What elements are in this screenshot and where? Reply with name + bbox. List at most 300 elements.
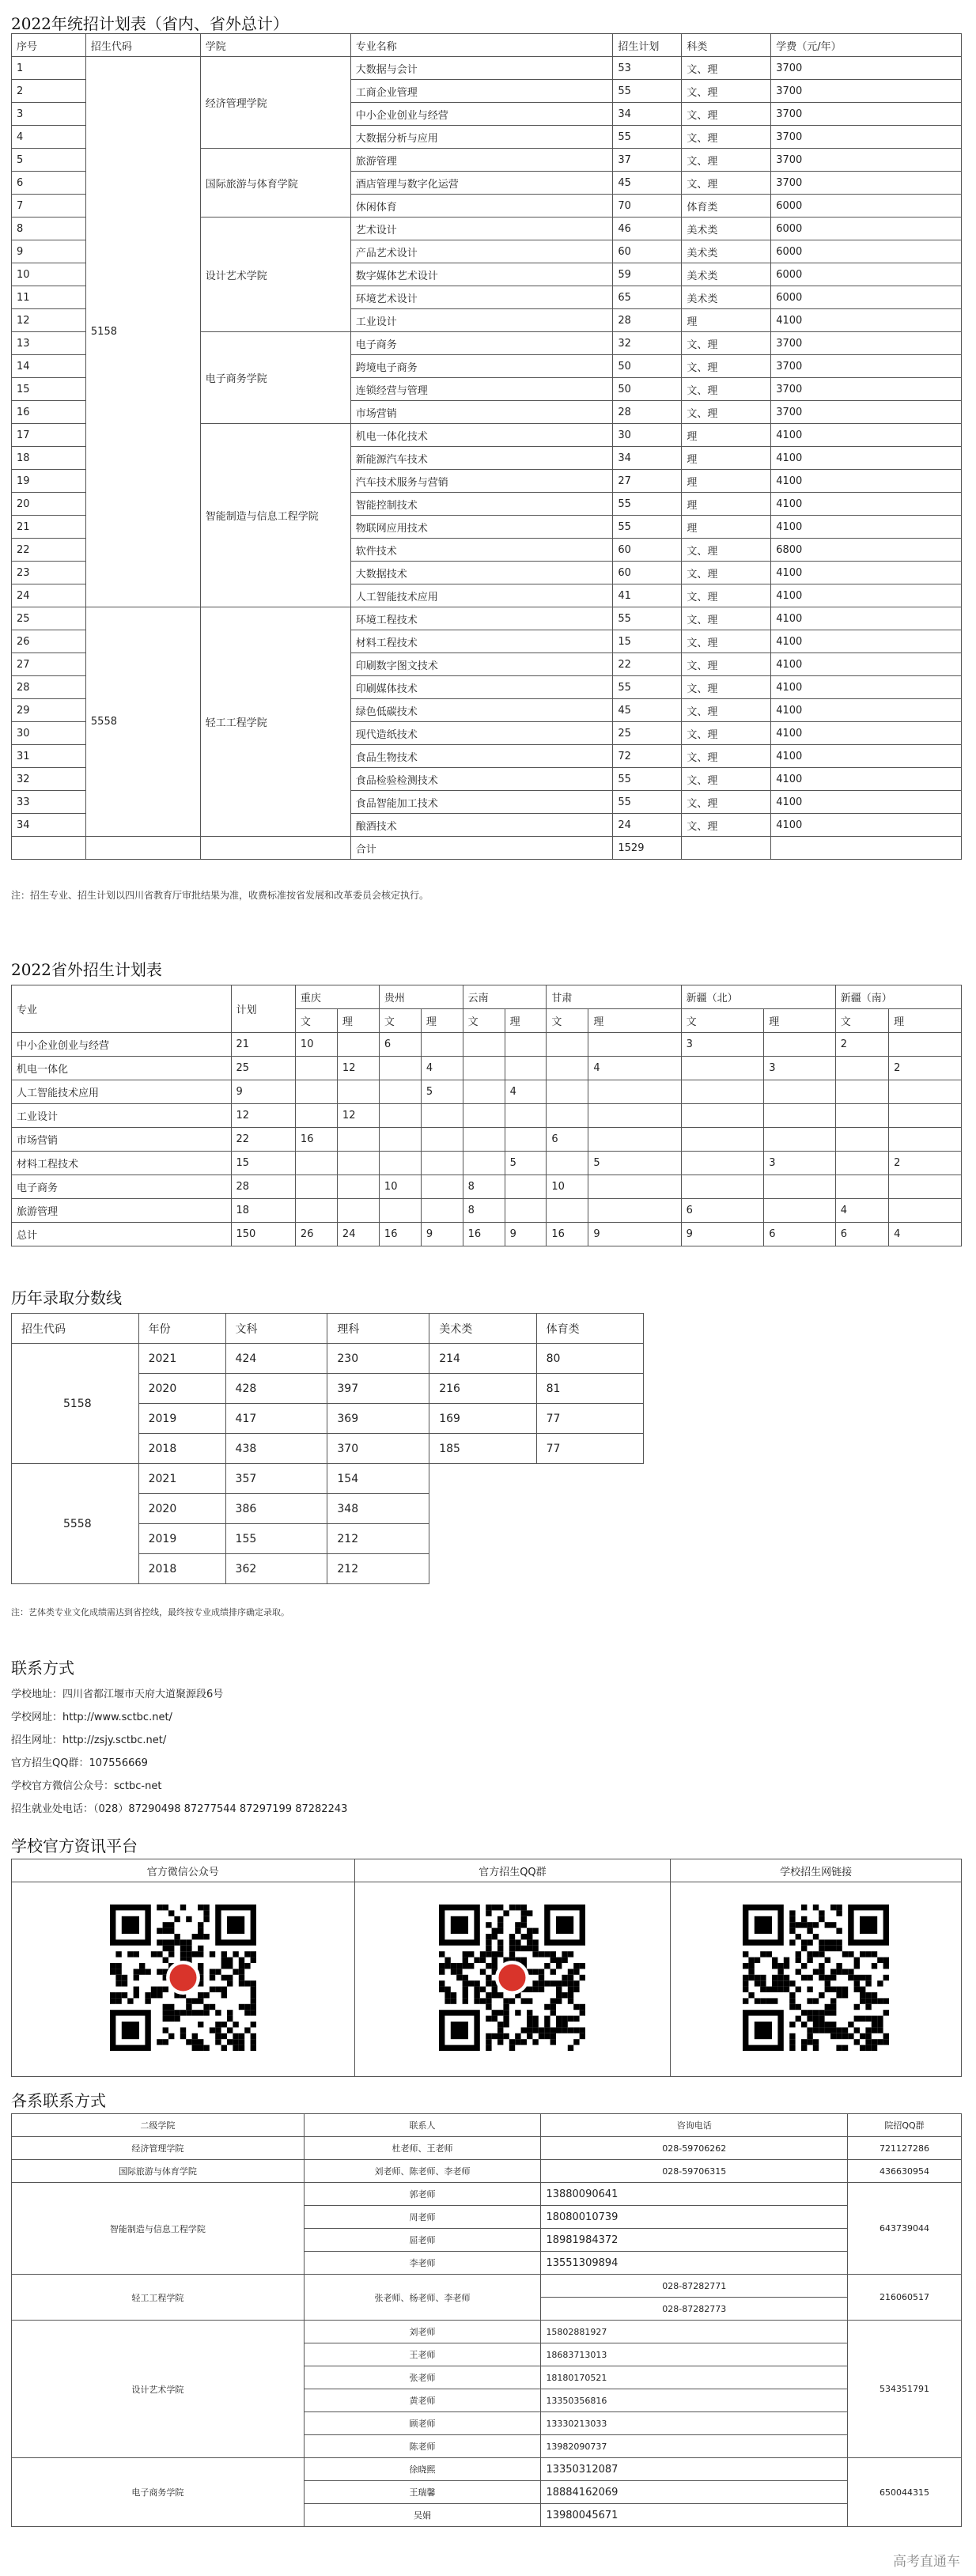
score-cell: 185 bbox=[429, 1434, 536, 1464]
header-li: 理 bbox=[588, 1009, 681, 1033]
major-cell: 市场营销 bbox=[350, 401, 613, 424]
tuition-cell: 6000 bbox=[771, 195, 962, 218]
quota-cell bbox=[379, 1057, 421, 1080]
quota-cell: 2 bbox=[835, 1033, 888, 1057]
quota-cell bbox=[889, 1033, 962, 1057]
tuition-cell: 3700 bbox=[771, 126, 962, 149]
tuition-cell: 4100 bbox=[771, 791, 962, 814]
category-cell: 文、理 bbox=[682, 172, 771, 195]
phone-cell: 13551309894 bbox=[541, 2252, 848, 2275]
category-cell: 文、理 bbox=[682, 791, 771, 814]
quota-cell: 24 bbox=[337, 1223, 379, 1246]
quota-cell: 9 bbox=[421, 1223, 463, 1246]
phone-cell: 18080010739 bbox=[541, 2206, 848, 2229]
quota-cell: 6 bbox=[379, 1033, 421, 1057]
serial-cell: 7 bbox=[12, 195, 86, 218]
header-cell: 美术类 bbox=[429, 1314, 536, 1344]
serial-cell: 28 bbox=[12, 676, 86, 699]
major-cell: 酿酒技术 bbox=[350, 814, 613, 837]
tuition-cell: 4100 bbox=[771, 562, 962, 584]
quota-cell bbox=[835, 1175, 888, 1199]
phone-line: 招生就业处电话：（028）87290498 87277544 87297199 87282243 bbox=[11, 1803, 348, 1815]
qq-cell: 534351791 bbox=[848, 2321, 962, 2458]
quota-cell bbox=[337, 1080, 379, 1104]
contact-cell: 屈老师 bbox=[304, 2229, 541, 2252]
category-cell: 美术类 bbox=[682, 263, 771, 286]
departments-table bbox=[11, 2113, 962, 2527]
tuition-cell: 6000 bbox=[771, 286, 962, 309]
tuition-cell: 6000 bbox=[771, 218, 962, 240]
quota-cell bbox=[337, 1175, 379, 1199]
score-cell: 348 bbox=[327, 1494, 429, 1524]
header-cell: 招生代码 bbox=[85, 34, 200, 57]
plan-cell: 46 bbox=[613, 218, 682, 240]
college-cell: 经济管理学院 bbox=[12, 2137, 305, 2160]
table-row bbox=[12, 2458, 962, 2481]
serial-cell: 6 bbox=[12, 172, 86, 195]
quota-cell: 9 bbox=[681, 1223, 764, 1246]
quota-cell bbox=[337, 1128, 379, 1152]
school-website-line[interactable]: 学校网址：http://www.sctbc.net/ bbox=[11, 1712, 172, 1723]
score-cell: 2020 bbox=[138, 1374, 225, 1404]
quota-cell bbox=[588, 1128, 681, 1152]
enrollment-plan-table bbox=[11, 33, 962, 860]
major-cell: 大数据分析与应用 bbox=[350, 126, 613, 149]
quota-cell: 4 bbox=[421, 1057, 463, 1080]
quota-cell: 12 bbox=[337, 1057, 379, 1080]
table-row bbox=[12, 1344, 644, 1374]
phone-cell: 18180170521 bbox=[541, 2366, 848, 2389]
plan-cell: 55 bbox=[613, 607, 682, 630]
category-cell: 理 bbox=[682, 493, 771, 516]
empty-cell bbox=[85, 837, 200, 860]
serial-cell: 13 bbox=[12, 332, 86, 355]
out-of-province-table bbox=[11, 985, 962, 1246]
tuition-cell: 3700 bbox=[771, 401, 962, 424]
quota-cell bbox=[379, 1128, 421, 1152]
quota-cell bbox=[764, 1128, 836, 1152]
qq-cell: 650044315 bbox=[848, 2458, 962, 2527]
quota-cell bbox=[588, 1033, 681, 1057]
major-cell: 软件技术 bbox=[350, 539, 613, 562]
tuition-cell: 6000 bbox=[771, 240, 962, 263]
plan-cell: 60 bbox=[613, 539, 682, 562]
province-gansu: 甘肃 bbox=[547, 985, 681, 1009]
platform-table bbox=[11, 1859, 962, 2077]
contact-cell: 郭老师 bbox=[304, 2183, 541, 2206]
website-qr-code[interactable] bbox=[743, 1905, 889, 2051]
quota-cell bbox=[337, 1152, 379, 1175]
quota-cell bbox=[835, 1104, 888, 1128]
watermark: 高考直通车 bbox=[893, 2554, 960, 2570]
header-li: 理 bbox=[505, 1009, 547, 1033]
major-cell: 智能控制技术 bbox=[350, 493, 613, 516]
plan-cell: 55 bbox=[613, 768, 682, 791]
quota-cell bbox=[889, 1080, 962, 1104]
qq-group-line: 官方招生QQ群：107556669 bbox=[11, 1757, 148, 1769]
table-row bbox=[12, 1175, 962, 1199]
empty-cell bbox=[12, 837, 86, 860]
header-wen: 文 bbox=[463, 1009, 505, 1033]
quota-cell bbox=[764, 1104, 836, 1128]
quota-cell bbox=[889, 1104, 962, 1128]
quota-cell bbox=[295, 1175, 337, 1199]
quota-cell bbox=[505, 1128, 547, 1152]
score-note: 注：艺体类专业文化成绩需达到省控线，最终按专业成绩排序确定录取。 bbox=[11, 1607, 289, 1617]
phone-cell: 13350312087 bbox=[541, 2458, 848, 2481]
serial-cell: 5 bbox=[12, 149, 86, 172]
category-cell: 理 bbox=[682, 447, 771, 470]
table-row bbox=[12, 1199, 962, 1223]
major-cell: 新能源汽车技术 bbox=[350, 447, 613, 470]
contact-cell: 李老师 bbox=[304, 2252, 541, 2275]
contact-cell: 顾老师 bbox=[304, 2412, 541, 2435]
quota-cell bbox=[421, 1128, 463, 1152]
quota-cell bbox=[295, 1104, 337, 1128]
contact-cell: 王老师 bbox=[304, 2343, 541, 2366]
score-cell: 81 bbox=[536, 1374, 643, 1404]
plan-cell: 21 bbox=[231, 1033, 295, 1057]
score-cell: 77 bbox=[536, 1404, 643, 1434]
phone-cell: 028-59706262 bbox=[541, 2137, 848, 2160]
header-cell: 咨询电话 bbox=[541, 2114, 848, 2137]
quota-cell bbox=[547, 1199, 588, 1223]
score-cell: 370 bbox=[327, 1434, 429, 1464]
enroll-code-cell: 5558 bbox=[85, 607, 200, 837]
province-xinjiang-north: 新疆（北） bbox=[681, 985, 835, 1009]
college-cell: 国际旅游与体育学院 bbox=[200, 149, 350, 218]
quota-cell bbox=[889, 1175, 962, 1199]
college-cell: 经济管理学院 bbox=[200, 57, 350, 149]
table-header-row bbox=[12, 34, 962, 57]
quota-cell bbox=[547, 1057, 588, 1080]
major-cell: 机电一体化技术 bbox=[350, 424, 613, 447]
college-cell: 轻工工程学院 bbox=[200, 607, 350, 837]
quota-cell: 10 bbox=[295, 1033, 337, 1057]
qq-cell: 216060517 bbox=[848, 2275, 962, 2321]
phone-cell: 13330213033 bbox=[541, 2412, 848, 2435]
quota-cell: 16 bbox=[379, 1223, 421, 1246]
tuition-cell: 3700 bbox=[771, 103, 962, 126]
category-cell: 文、理 bbox=[682, 332, 771, 355]
qq-cell: 721127286 bbox=[848, 2137, 962, 2160]
category-cell: 文、理 bbox=[682, 584, 771, 607]
website-header: 学校招生网链接 bbox=[671, 1859, 962, 1882]
plan-cell: 25 bbox=[613, 722, 682, 745]
empty-cell bbox=[682, 837, 771, 860]
plan-cell: 50 bbox=[613, 355, 682, 378]
quota-cell: 3 bbox=[764, 1057, 836, 1080]
empty-cell bbox=[771, 837, 962, 860]
table-row bbox=[12, 1080, 962, 1104]
tuition-cell: 4100 bbox=[771, 447, 962, 470]
quota-cell: 16 bbox=[463, 1223, 505, 1246]
score-cell: 230 bbox=[327, 1344, 429, 1374]
score-cell: 212 bbox=[327, 1554, 429, 1584]
quota-cell bbox=[421, 1104, 463, 1128]
header-wen: 文 bbox=[295, 1009, 337, 1033]
score-cell: 357 bbox=[225, 1464, 327, 1494]
major-cell: 大数据技术 bbox=[350, 562, 613, 584]
quota-cell bbox=[764, 1199, 836, 1223]
wechat-line: 学校官方微信公众号：sctbc-net bbox=[11, 1780, 162, 1792]
quota-cell: 4 bbox=[889, 1223, 962, 1246]
quota-cell: 10 bbox=[379, 1175, 421, 1199]
tuition-cell: 4100 bbox=[771, 653, 962, 676]
plan-cell: 28 bbox=[613, 309, 682, 332]
serial-cell: 33 bbox=[12, 791, 86, 814]
tuition-cell: 4100 bbox=[771, 814, 962, 837]
quota-cell bbox=[505, 1033, 547, 1057]
tuition-cell: 4100 bbox=[771, 768, 962, 791]
major-cell: 机电一体化 bbox=[12, 1057, 232, 1080]
plan-cell: 60 bbox=[613, 240, 682, 263]
college-cell: 智能制造与信息工程学院 bbox=[12, 2183, 305, 2275]
major-cell: 印刷数字图文技术 bbox=[350, 653, 613, 676]
plan-cell: 27 bbox=[613, 470, 682, 493]
contact-cell: 刘老师 bbox=[304, 2321, 541, 2343]
quota-cell bbox=[379, 1152, 421, 1175]
tuition-cell: 4100 bbox=[771, 630, 962, 653]
quota-cell bbox=[835, 1152, 888, 1175]
qq-qr-code[interactable] bbox=[439, 1905, 585, 2051]
wechat-qr-code[interactable] bbox=[110, 1905, 256, 2051]
major-cell: 旅游管理 bbox=[350, 149, 613, 172]
quota-cell: 6 bbox=[835, 1223, 888, 1246]
quota-cell bbox=[588, 1175, 681, 1199]
header-cell: 序号 bbox=[12, 34, 86, 57]
serial-cell: 3 bbox=[12, 103, 86, 126]
tuition-cell: 4100 bbox=[771, 470, 962, 493]
quota-cell bbox=[379, 1199, 421, 1223]
empty-cell bbox=[200, 837, 350, 860]
major-cell: 电子商务 bbox=[350, 332, 613, 355]
plan-cell: 15 bbox=[231, 1152, 295, 1175]
quota-cell bbox=[421, 1199, 463, 1223]
serial-cell: 26 bbox=[12, 630, 86, 653]
category-cell: 文、理 bbox=[682, 401, 771, 424]
phone-cell: 18981984372 bbox=[541, 2229, 848, 2252]
score-table bbox=[11, 1313, 644, 1584]
serial-cell: 12 bbox=[12, 309, 86, 332]
major-cell: 人工智能技术应用 bbox=[12, 1080, 232, 1104]
major-cell: 中小企业创业与经营 bbox=[12, 1033, 232, 1057]
serial-cell: 9 bbox=[12, 240, 86, 263]
major-cell: 印刷媒体技术 bbox=[350, 676, 613, 699]
serial-cell: 1 bbox=[12, 57, 86, 80]
tuition-cell: 4100 bbox=[771, 424, 962, 447]
quota-cell bbox=[588, 1104, 681, 1128]
total-row bbox=[12, 837, 962, 860]
out-of-province-title: 2022省外招生计划表 bbox=[11, 960, 162, 979]
admission-website-line[interactable]: 招生网址：http://zsjy.sctbc.net/ bbox=[11, 1734, 167, 1746]
quota-cell bbox=[379, 1104, 421, 1128]
category-cell: 理 bbox=[682, 516, 771, 539]
tuition-cell: 4100 bbox=[771, 309, 962, 332]
score-cell: 424 bbox=[225, 1344, 327, 1374]
college-cell: 电子商务学院 bbox=[200, 332, 350, 424]
contact-cell: 杜老师、王老师 bbox=[304, 2137, 541, 2160]
header-cell: 体育类 bbox=[536, 1314, 643, 1344]
province-guizhou: 贵州 bbox=[379, 985, 463, 1009]
serial-cell: 11 bbox=[12, 286, 86, 309]
quota-cell: 5 bbox=[421, 1080, 463, 1104]
tuition-cell: 3700 bbox=[771, 149, 962, 172]
qq-cell: 643739044 bbox=[848, 2183, 962, 2275]
quota-cell bbox=[505, 1175, 547, 1199]
category-cell: 文、理 bbox=[682, 149, 771, 172]
serial-cell: 29 bbox=[12, 699, 86, 722]
plan-cell: 22 bbox=[231, 1128, 295, 1152]
header-li: 理 bbox=[889, 1009, 962, 1033]
contact-cell: 徐晓熙 bbox=[304, 2458, 541, 2481]
quota-cell bbox=[463, 1128, 505, 1152]
tuition-cell: 4100 bbox=[771, 699, 962, 722]
quota-cell bbox=[547, 1080, 588, 1104]
plan-cell: 55 bbox=[613, 80, 682, 103]
header-cell: 文科 bbox=[225, 1314, 327, 1344]
major-cell: 总计 bbox=[12, 1223, 232, 1246]
serial-cell: 2 bbox=[12, 80, 86, 103]
college-cell: 电子商务学院 bbox=[12, 2458, 305, 2527]
quota-cell: 4 bbox=[505, 1080, 547, 1104]
tuition-cell: 4100 bbox=[771, 607, 962, 630]
header-cell: 专业名称 bbox=[350, 34, 613, 57]
quota-cell bbox=[889, 1199, 962, 1223]
category-cell: 文、理 bbox=[682, 630, 771, 653]
plan-cell: 24 bbox=[613, 814, 682, 837]
tuition-cell: 3700 bbox=[771, 355, 962, 378]
phone-cell: 028-87282771 bbox=[541, 2275, 848, 2298]
major-cell: 艺术设计 bbox=[350, 218, 613, 240]
header-plan: 计划 bbox=[231, 985, 295, 1033]
quota-cell bbox=[463, 1080, 505, 1104]
plan-cell: 18 bbox=[231, 1199, 295, 1223]
header-li: 理 bbox=[337, 1009, 379, 1033]
phone-cell: 028-87282773 bbox=[541, 2298, 848, 2321]
quota-cell bbox=[421, 1152, 463, 1175]
contact-cell: 刘老师、陈老师、李老师 bbox=[304, 2160, 541, 2183]
plan-cell: 15 bbox=[613, 630, 682, 653]
quota-cell bbox=[505, 1057, 547, 1080]
category-cell: 文、理 bbox=[682, 57, 771, 80]
quota-cell bbox=[421, 1175, 463, 1199]
contact-cell: 王瑞馨 bbox=[304, 2481, 541, 2504]
quota-cell: 4 bbox=[588, 1057, 681, 1080]
serial-cell: 4 bbox=[12, 126, 86, 149]
tuition-cell: 3700 bbox=[771, 80, 962, 103]
phone-cell: 13880090641 bbox=[541, 2183, 848, 2206]
category-cell: 文、理 bbox=[682, 676, 771, 699]
score-cell: 2018 bbox=[138, 1554, 225, 1584]
score-cell: 80 bbox=[536, 1344, 643, 1374]
quota-cell bbox=[681, 1128, 764, 1152]
quota-cell: 10 bbox=[547, 1175, 588, 1199]
category-cell: 文、理 bbox=[682, 355, 771, 378]
score-cell: 214 bbox=[429, 1344, 536, 1374]
tuition-cell: 3700 bbox=[771, 332, 962, 355]
college-cell: 轻工工程学院 bbox=[12, 2275, 305, 2321]
quota-cell: 8 bbox=[463, 1199, 505, 1223]
enroll-code-cell: 5158 bbox=[12, 1344, 139, 1464]
category-cell: 文、理 bbox=[682, 539, 771, 562]
header-cell: 院招QQ群 bbox=[848, 2114, 962, 2137]
quota-cell bbox=[505, 1199, 547, 1223]
major-cell: 市场营销 bbox=[12, 1128, 232, 1152]
serial-cell: 23 bbox=[12, 562, 86, 584]
major-cell: 电子商务 bbox=[12, 1175, 232, 1199]
plan-cell: 53 bbox=[613, 57, 682, 80]
score-title: 历年录取分数线 bbox=[11, 1288, 122, 1307]
plan-cell: 72 bbox=[613, 745, 682, 768]
header-major: 专业 bbox=[12, 985, 232, 1033]
college-cell: 国际旅游与体育学院 bbox=[12, 2160, 305, 2183]
tuition-cell: 4100 bbox=[771, 722, 962, 745]
quota-cell: 5 bbox=[505, 1152, 547, 1175]
category-cell: 美术类 bbox=[682, 240, 771, 263]
college-cell: 设计艺术学院 bbox=[12, 2321, 305, 2458]
category-cell: 理 bbox=[682, 309, 771, 332]
major-cell: 中小企业创业与经营 bbox=[350, 103, 613, 126]
plan-cell: 45 bbox=[613, 699, 682, 722]
header-cell: 年份 bbox=[138, 1314, 225, 1344]
score-cell: 154 bbox=[327, 1464, 429, 1494]
quota-cell: 6 bbox=[764, 1223, 836, 1246]
quota-cell bbox=[764, 1080, 836, 1104]
plan-note: 注：招生专业、招生计划以四川省教育厅审批结果为准，收费标准按省发展和改革委员会核定执行。 bbox=[11, 890, 429, 901]
major-cell: 环境工程技术 bbox=[350, 607, 613, 630]
table-row bbox=[12, 1464, 644, 1494]
major-cell: 汽车技术服务与营销 bbox=[350, 470, 613, 493]
tuition-cell: 6800 bbox=[771, 539, 962, 562]
serial-cell: 16 bbox=[12, 401, 86, 424]
score-cell: 2019 bbox=[138, 1524, 225, 1554]
quota-cell bbox=[547, 1033, 588, 1057]
plan-cell: 65 bbox=[613, 286, 682, 309]
serial-cell: 34 bbox=[12, 814, 86, 837]
tuition-cell: 4100 bbox=[771, 516, 962, 539]
plan-cell: 55 bbox=[613, 126, 682, 149]
score-cell: 428 bbox=[225, 1374, 327, 1404]
address-line: 学校地址：四川省都江堰市天府大道聚源段6号 bbox=[11, 1689, 224, 1700]
serial-cell: 27 bbox=[12, 653, 86, 676]
phone-cell: 13982090737 bbox=[541, 2435, 848, 2458]
quota-cell bbox=[681, 1104, 764, 1128]
major-cell: 绿色低碳技术 bbox=[350, 699, 613, 722]
contact-cell: 黄老师 bbox=[304, 2389, 541, 2412]
category-cell: 文、理 bbox=[682, 126, 771, 149]
plan-cell: 60 bbox=[613, 562, 682, 584]
major-cell: 数字媒体艺术设计 bbox=[350, 263, 613, 286]
score-cell: 2018 bbox=[138, 1434, 225, 1464]
wechat-header: 官方微信公众号 bbox=[12, 1859, 355, 1882]
score-cell: 2020 bbox=[138, 1494, 225, 1524]
table-row bbox=[12, 1104, 962, 1128]
plan-cell: 150 bbox=[231, 1223, 295, 1246]
header-cell: 学费（元/年） bbox=[771, 34, 962, 57]
header-cell: 学院 bbox=[200, 34, 350, 57]
total-value-cell: 1529 bbox=[613, 837, 682, 860]
score-cell: 2019 bbox=[138, 1404, 225, 1434]
major-cell: 物联网应用技术 bbox=[350, 516, 613, 539]
plan-cell: 25 bbox=[231, 1057, 295, 1080]
quota-cell bbox=[295, 1199, 337, 1223]
quota-cell bbox=[681, 1080, 764, 1104]
tuition-cell: 3700 bbox=[771, 172, 962, 195]
major-cell: 跨境电子商务 bbox=[350, 355, 613, 378]
quota-cell: 6 bbox=[681, 1199, 764, 1223]
major-cell: 材料工程技术 bbox=[350, 630, 613, 653]
